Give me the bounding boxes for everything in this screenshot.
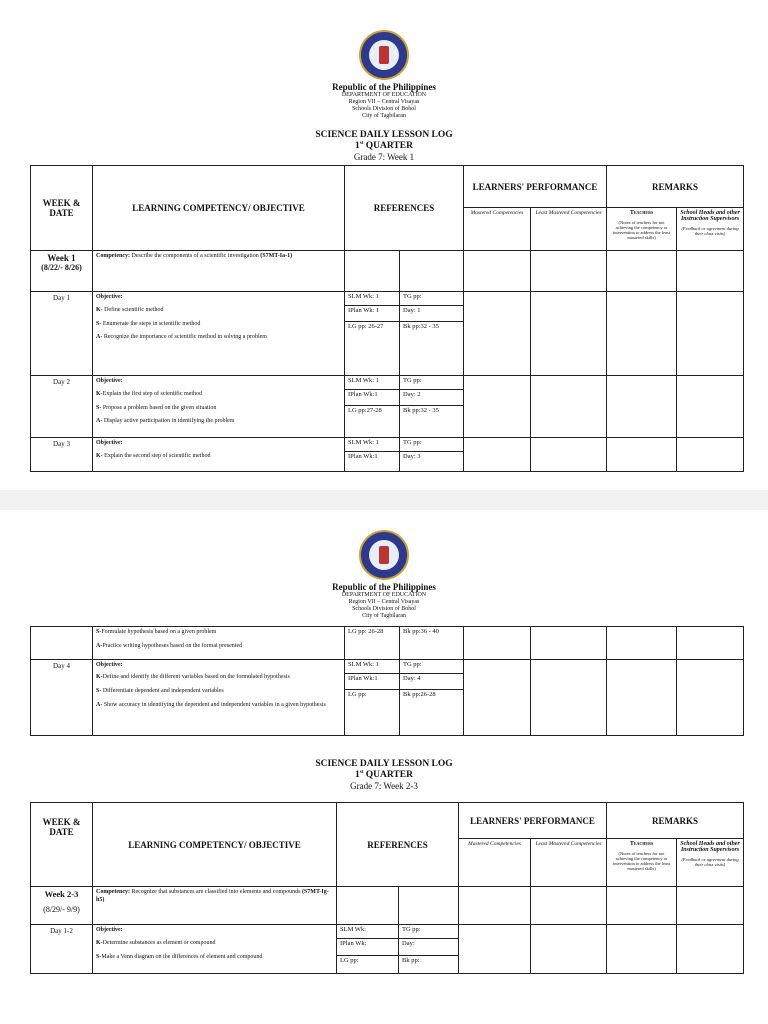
table-row	[31, 925, 744, 974]
ref-cell	[400, 251, 464, 292]
lesson-log-table-continued	[30, 626, 744, 736]
slm-ref: SLM Wk: 1	[345, 376, 399, 390]
log-title	[0, 759, 768, 791]
least-cell	[531, 292, 607, 376]
teachers-label: Teachers	[629, 210, 654, 216]
competency-label: Competency:	[96, 889, 130, 895]
header-remarks: REMARKS	[607, 803, 744, 839]
teachers-cell	[607, 887, 677, 925]
header-teachers	[607, 208, 677, 251]
day-ref: Day:	[399, 939, 458, 956]
quarter-word: QUARTER	[365, 141, 413, 152]
table-row	[31, 438, 744, 472]
bk-ref: Bk pp:26-28	[403, 690, 436, 698]
objective-label: Objective:	[96, 440, 123, 446]
deped-seal-icon	[359, 530, 409, 580]
bk-ref: Bk pp:	[402, 957, 420, 964]
objective-cell	[93, 627, 345, 660]
iplan-ref: IPlan Wk: 1	[345, 306, 399, 322]
mastered-cell	[459, 925, 531, 974]
quarter-text	[0, 141, 768, 152]
a-prefix: A-	[96, 701, 103, 708]
s-objective: Propose a problem based on the given situation	[102, 404, 217, 411]
header-supervisors	[677, 839, 744, 887]
week-label: Week 2-3	[44, 889, 79, 899]
slm-ref: SLM Wk: 1	[345, 292, 399, 306]
day-cell: Day 1-2	[31, 925, 93, 974]
competency-cell	[93, 251, 345, 292]
ref-cell	[400, 659, 464, 735]
a-prefix: A-	[96, 334, 103, 341]
supervisors-note: (Feedback or agreement during their class visits)	[681, 857, 739, 867]
tg-ref: TG pp:	[400, 292, 463, 306]
slm-ref: SLM Wk: 1	[345, 438, 399, 452]
day-cell: Day 3	[31, 438, 93, 472]
mastered-cell	[464, 251, 531, 292]
teachers-cell	[607, 292, 677, 376]
region-text: Region VII – Central Visayas	[348, 599, 420, 606]
ref-cell	[400, 627, 464, 660]
least-cell	[531, 925, 607, 974]
mastered-cell	[464, 659, 531, 735]
iplan-ref: IPlan Wk:	[337, 939, 398, 956]
ref-cell	[337, 925, 399, 974]
header-week-date: WEEK & DATE	[31, 166, 93, 251]
tg-ref: TG pp:	[400, 438, 463, 452]
log-title	[0, 130, 768, 162]
table-row	[31, 292, 744, 376]
division-text: Schools Division of Bohol	[352, 106, 416, 113]
s-objective: Formulate hypothesis based on a given problem	[101, 629, 217, 635]
supervisors-cell	[677, 292, 744, 376]
least-cell	[531, 659, 607, 735]
competency-label: Competency:	[96, 253, 130, 259]
division-text: Schools Division of Bohol	[352, 606, 416, 613]
least-cell	[531, 376, 607, 438]
bk-ref: Bk pp:32 - 35	[403, 407, 439, 414]
quarter-sup: st	[359, 769, 364, 775]
tg-ref: TG pp:	[400, 376, 463, 390]
day-ref: Day: 4	[400, 674, 463, 690]
least-cell	[531, 251, 607, 292]
k-objective: Define and identify the different variables based on the formulated hypothesis	[102, 674, 290, 681]
ref-cell	[345, 251, 400, 292]
supervisors-cell	[677, 627, 744, 660]
supervisors-label: School Heads and other Instruction Supervisors	[680, 841, 740, 853]
page-header	[0, 582, 768, 620]
page-2	[0, 510, 768, 1024]
supervisors-note: (Feedback or agreement during their class visits)	[681, 226, 739, 236]
k-prefix: K-	[96, 452, 103, 459]
objective-cell	[93, 659, 345, 735]
header-references: REFERENCES	[345, 166, 464, 251]
tg-ref: TG pp:	[400, 660, 463, 674]
ref-cell	[399, 887, 459, 925]
bk-ref: Bk pp:36 - 40	[403, 628, 439, 635]
competency-text: Describe the components of a scientific investigation	[131, 253, 259, 259]
header-performance: LEARNERS' PERFORMANCE	[459, 803, 607, 839]
competency-code: (S7MT-Ig-h5)	[96, 889, 329, 903]
quarter-sup: st	[359, 140, 364, 146]
a-objective: Practice writing hypotheses based on the format presented	[102, 642, 243, 649]
supervisors-cell	[677, 376, 744, 438]
teachers-cell	[607, 659, 677, 735]
week-cell	[31, 251, 93, 292]
slm-ref: SLM Wk: 1	[345, 660, 399, 674]
least-cell	[531, 887, 607, 925]
week-label: Week 1	[47, 253, 76, 263]
iplan-ref: IPlan Wk:1	[345, 390, 399, 406]
s-prefix: S-	[96, 953, 102, 960]
quarter-num: 1	[355, 770, 360, 781]
ref-cell	[345, 292, 400, 376]
objective-cell	[93, 376, 345, 438]
k-prefix: K-	[96, 674, 103, 681]
lg-ref: LG pp: 26-27	[348, 323, 384, 330]
day-ref: Day: 3	[403, 453, 421, 460]
day-cell: Day 4	[31, 659, 93, 735]
least-cell	[531, 438, 607, 472]
city-text: City of Tagbilaran	[362, 113, 406, 120]
region-text: Region VII – Central Visayas	[348, 99, 420, 106]
ref-cell	[400, 376, 464, 438]
k-objective: Define scientific method	[104, 306, 164, 313]
mastered-cell	[464, 376, 531, 438]
lg-ref: LG pp:	[340, 957, 359, 964]
teachers-cell	[607, 376, 677, 438]
ref-cell	[345, 627, 400, 660]
page-header	[0, 82, 768, 120]
supervisors-cell	[677, 659, 744, 735]
competency-cell	[93, 887, 337, 925]
day-ref: Day: 1	[400, 306, 463, 322]
day-ref: Day: 2	[400, 390, 463, 406]
day-cell: Day 2	[31, 376, 93, 438]
competency-code: (S7MT-Ia-1)	[260, 253, 293, 259]
supervisors-cell	[677, 925, 744, 974]
ref-cell	[337, 887, 399, 925]
a-objective: Show accuracy in identifying the dependent and independent variables in a given hypothesis	[103, 701, 326, 708]
objective-label: Objective:	[96, 661, 123, 668]
mastered-cell	[459, 887, 531, 925]
s-prefix: S-	[96, 629, 102, 635]
log-title-text: SCIENCE DAILY LESSON LOG	[315, 130, 453, 140]
s-objective: Enumerate the steps in scientific method	[102, 320, 201, 327]
s-prefix: S-	[96, 688, 102, 695]
ref-cell	[345, 659, 400, 735]
iplan-ref: IPlan Wk:1	[348, 453, 378, 460]
ref-cell	[345, 438, 400, 472]
header-teachers	[607, 839, 677, 887]
department-text: DEPARTMENT OF EDUCATION	[341, 592, 427, 599]
grade-week-text: Grade 7: Week 2-3	[350, 781, 418, 791]
header-references: REFERENCES	[337, 803, 459, 887]
republic-text: Republic of the Philippines	[332, 582, 436, 592]
teachers-cell	[607, 251, 677, 292]
mastered-cell	[464, 438, 531, 472]
lg-ref: LG pp:	[348, 690, 367, 698]
ref-cell	[399, 925, 459, 974]
lesson-log-table-week2-3	[30, 802, 744, 974]
header-performance: LEARNERS' PERFORMANCE	[464, 166, 607, 208]
k-prefix: K-	[96, 390, 103, 397]
supervisors-label: School Heads and other Instruction Supervisors	[680, 210, 740, 222]
bk-ref: Bk pp:32 - 35	[403, 323, 439, 330]
s-objective: Differentiate dependent and independent variables	[102, 688, 224, 695]
table-row	[31, 376, 744, 438]
k-prefix: K-	[96, 306, 103, 313]
tg-ref: TG pp:	[399, 925, 458, 939]
ref-cell	[345, 376, 400, 438]
table-row	[31, 887, 744, 925]
header-week-date: WEEK & DATE	[31, 803, 93, 887]
least-cell	[531, 627, 607, 660]
competency-text: Recognize that substances are classified into elements and compounds	[131, 889, 301, 895]
deped-seal-icon	[359, 30, 409, 80]
ref-cell	[400, 438, 464, 472]
table-row	[31, 251, 744, 292]
objective-label: Objective:	[96, 378, 123, 384]
week-cell	[31, 887, 93, 925]
lesson-log-table-week1	[30, 165, 744, 472]
objective-label: Objective:	[96, 927, 123, 933]
quarter-num: 1	[355, 141, 360, 152]
table-row	[31, 627, 744, 660]
k-prefix: K-	[96, 939, 103, 946]
header-least-mastered: Least Mastered Competencies	[531, 208, 607, 251]
ref-cell	[400, 292, 464, 376]
page-1	[0, 0, 768, 490]
mastered-cell	[464, 292, 531, 376]
teachers-note: (Notes of teachers for not achieving the competency or intervention to address the least mastered skills)	[613, 851, 671, 871]
lg-ref: LG pp: 26-28	[348, 628, 384, 635]
slm-ref: SLM Wk:	[337, 925, 398, 939]
city-text: City of Tagbilaran	[362, 613, 406, 620]
quarter-text	[0, 770, 768, 781]
republic-text: Republic of the Philippines	[332, 82, 436, 92]
k-objective: Explain the second step of scientific method	[104, 452, 211, 459]
teachers-cell	[607, 925, 677, 974]
grade-week-text: Grade 7: Week 1	[353, 152, 415, 162]
k-objective: Determine substances as element or compound	[102, 939, 216, 946]
objective-cell	[93, 438, 345, 472]
day-cell: Day 1	[31, 292, 93, 376]
s-prefix: S-	[96, 404, 102, 411]
a-objective: Recognize the importance of scientific method in solving a problem	[103, 334, 267, 341]
mastered-cell	[464, 627, 531, 660]
s-prefix: S-	[96, 320, 102, 327]
header-supervisors	[677, 208, 744, 251]
teachers-cell	[607, 438, 677, 472]
a-prefix: A-	[96, 418, 103, 425]
department-text: DEPARTMENT OF EDUCATION	[341, 92, 427, 99]
header-mastered: Mastered Competencies	[464, 208, 531, 251]
lg-ref: LG pp:27-28	[348, 407, 382, 414]
week-dates: (8/29/- 9/9)	[43, 905, 80, 914]
header-remarks: REMARKS	[607, 166, 744, 208]
s-objective: Make a Venn diagram on the differences of element and compound	[101, 953, 263, 960]
teachers-label: Teachers	[629, 841, 654, 847]
header-least-mastered: Least Mastered Competencies	[531, 839, 607, 887]
table-row	[31, 659, 744, 735]
a-objective: Display active participation in identifying the problem	[103, 418, 235, 425]
header-competency: LEARNING COMPETENCY/ OBJECTIVE	[93, 803, 337, 887]
header-mastered: Mastered Competencies	[459, 839, 531, 887]
objective-label: Objective:	[96, 294, 123, 300]
objective-cell	[93, 292, 345, 376]
header-competency: LEARNING COMPETENCY/ OBJECTIVE	[93, 166, 345, 251]
teachers-cell	[607, 627, 677, 660]
supervisors-cell	[677, 438, 744, 472]
log-title-text: SCIENCE DAILY LESSON LOG	[315, 759, 453, 769]
teachers-note: (Notes of teachers for not achieving the competency or intervention to address the least mastered skills)	[613, 220, 671, 240]
day-cell	[31, 627, 93, 660]
k-objective: Explain the first step of scientific method	[102, 390, 202, 397]
objective-cell	[93, 925, 337, 974]
quarter-word: QUARTER	[365, 770, 413, 781]
week-dates: (8/22/- 8/26)	[41, 263, 82, 272]
supervisors-cell	[677, 251, 744, 292]
a-prefix: A-	[96, 642, 103, 649]
supervisors-cell	[677, 887, 744, 925]
iplan-ref: IPlan Wk:1	[345, 674, 399, 690]
